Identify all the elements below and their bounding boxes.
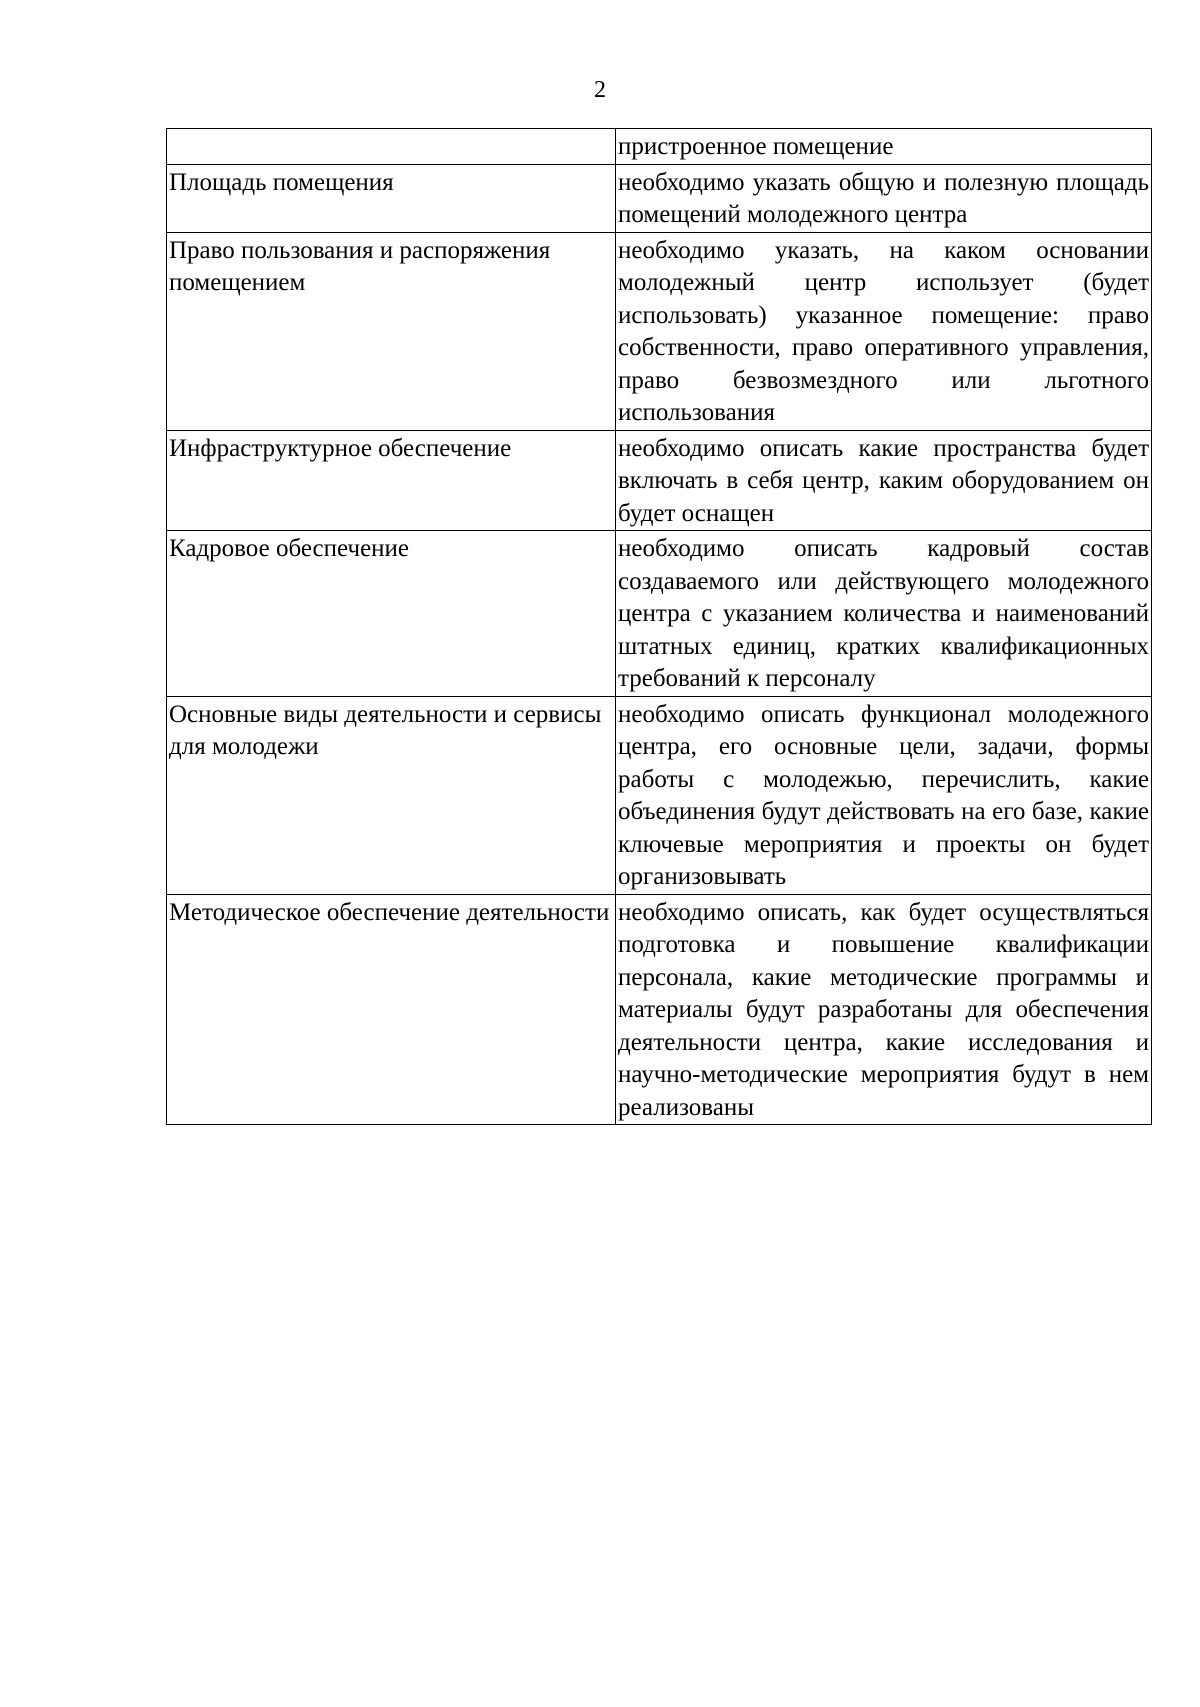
row-parameter-cell	[167, 129, 616, 165]
row-parameter-cell: Методическое обеспечение деятельности	[167, 894, 616, 1125]
table-row	[167, 164, 1152, 232]
row-description-cell: необходимо указать, на каком основании молодежный центр использует (будет использовать) указанное помещение: право собственности, право оперативного управления, право безвозмездного или льготного использования	[616, 232, 1152, 430]
row-parameter-cell: Право пользования и распоряжения помещением	[167, 232, 616, 430]
table-row	[167, 232, 1152, 430]
row-description-cell: необходимо указать общую и полезную площадь помещений молодежного центра	[616, 164, 1152, 232]
row-description-cell: пристроенное помещение	[616, 129, 1152, 165]
row-description-cell: необходимо описать кадровый состав создаваемого или действующего молодежного центра с указанием количества и наименований штатных единиц, кратких квалификационных требований к персоналу	[616, 531, 1152, 697]
row-description-cell: необходимо описать, как будет осуществляться подготовка и повышение квалификации персонала, какие методические программы и материалы будут разработаны для обеспечения деятельности центра, какие исследования и научно-методические мероприятия будут в нем реализованы	[616, 894, 1152, 1125]
table-row	[167, 894, 1152, 1125]
row-parameter-cell: Основные виды деятельности и сервисы для молодежи	[167, 696, 616, 894]
table-row	[167, 430, 1152, 531]
table-row	[167, 696, 1152, 894]
row-parameter-cell: Инфраструктурное обеспечение	[167, 430, 616, 531]
requirements-table	[166, 128, 1152, 1125]
row-parameter-cell: Кадровое обеспечение	[167, 531, 616, 697]
row-parameter-cell: Площадь помещения	[167, 164, 616, 232]
table-row	[167, 129, 1152, 165]
row-description-cell: необходимо описать функционал молодежного центра, его основные цели, задачи, формы работы с молодежью, перечислить, какие объединения будут действовать на его базе, какие ключевые мероприятия и проекты он будет организовывать	[616, 696, 1152, 894]
page-number: 2	[594, 77, 606, 103]
table-row	[167, 531, 1152, 697]
row-description-cell: необходимо описать какие пространства будет включать в себя центр, каким оборудованием он будет оснащен	[616, 430, 1152, 531]
